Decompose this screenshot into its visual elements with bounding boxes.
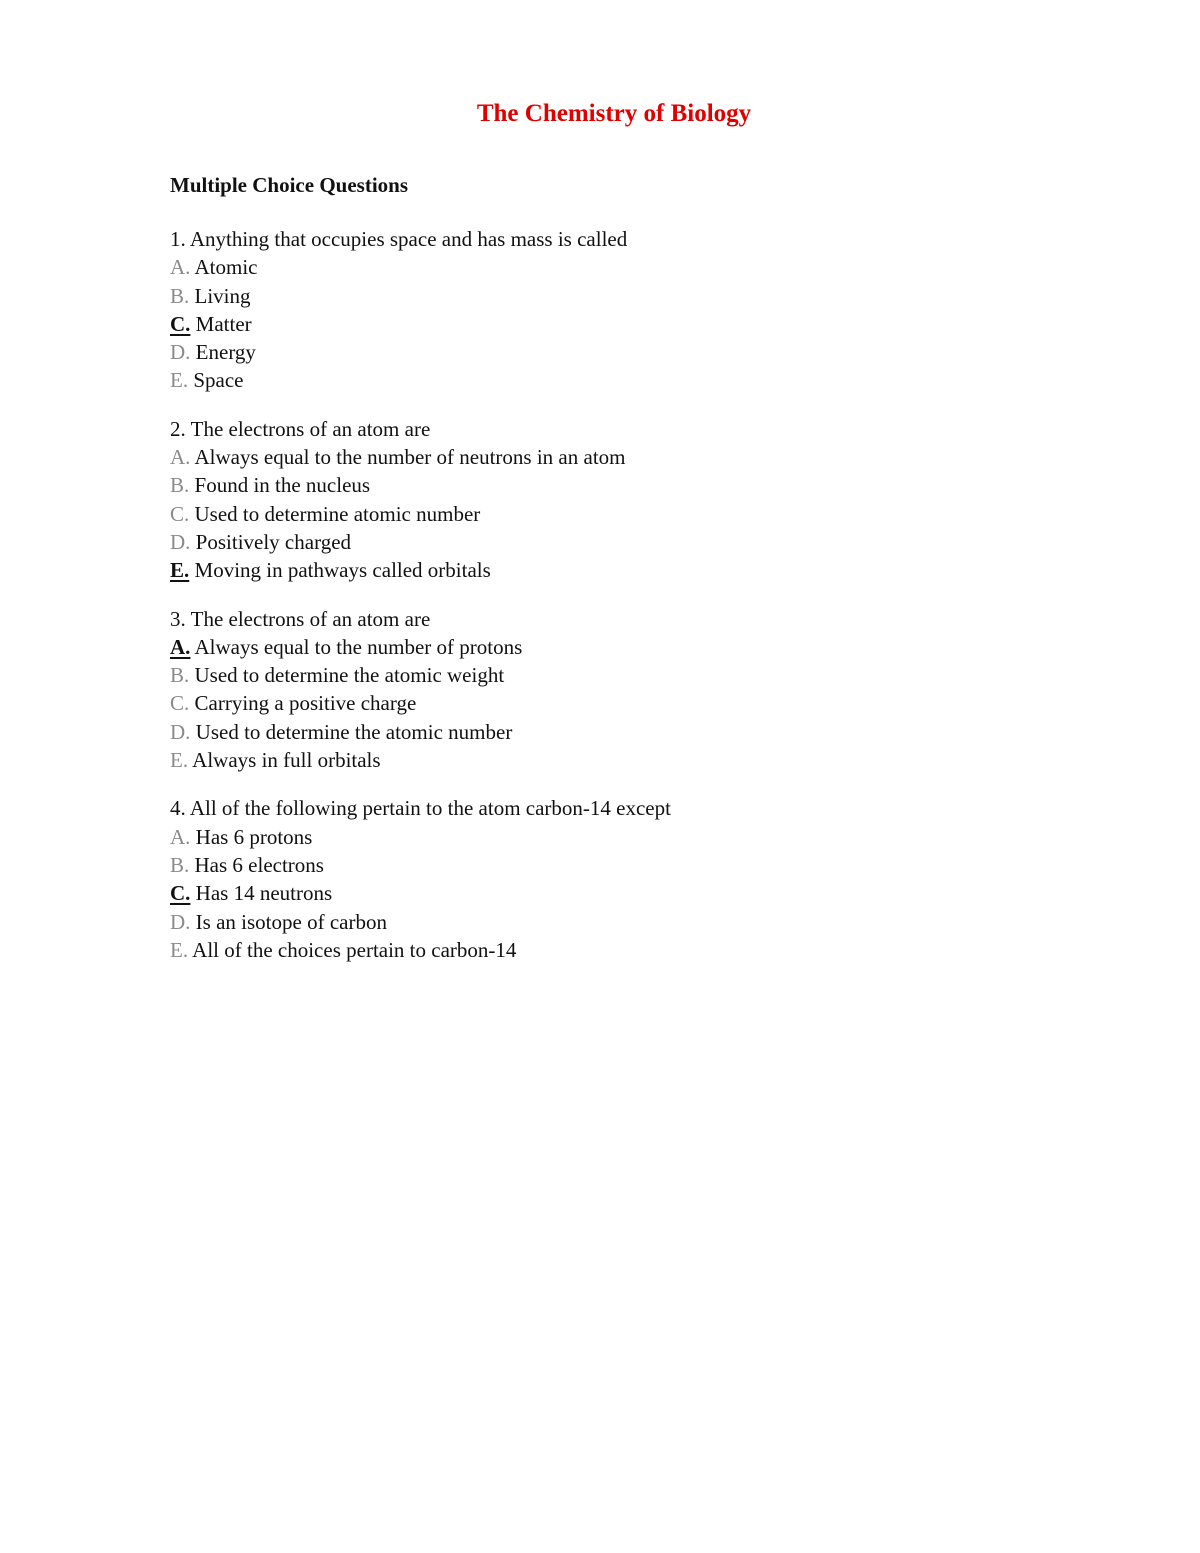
option-text: Living [194,283,251,308]
answer-option [170,689,1070,717]
answer-option [170,500,1070,528]
option-letter: B. [170,473,190,498]
answer-option [170,528,1070,556]
option-text: Positively charged [195,529,352,554]
question-text [170,794,1070,822]
option-letter: E. [170,748,189,773]
correct-answer-letter: C. [170,881,191,906]
answer-option [170,718,1070,746]
option-letter: C. [170,691,190,716]
answer-option [170,936,1070,964]
correct-answer-letter: A. [170,634,191,659]
option-letter: D. [170,340,191,365]
option-letter: E. [170,368,189,393]
question-text [170,415,1070,443]
answer-option [170,556,1070,584]
question-text [170,225,1070,253]
question-number: 2. [170,416,186,441]
option-text: Always equal to the number of protons [194,634,523,659]
option-text: Has 14 neutrons [195,881,333,906]
option-text: Used to determine the atomic weight [194,663,505,688]
answer-option [170,879,1070,907]
option-text: Used to determine atomic number [194,501,481,526]
option-text: Matter [195,311,252,336]
question-2 [170,415,1070,585]
correct-answer-letter: C. [170,311,191,336]
option-text: Atomic [194,255,258,280]
option-letter: A. [170,255,191,280]
document-content [170,169,1070,984]
answer-option [170,366,1070,394]
answer-option [170,338,1070,366]
option-letter: C. [170,501,190,526]
option-letter: A. [170,824,191,849]
question-prompt: Anything that occupies space and has mass is called [189,227,628,251]
answer-option [170,908,1070,936]
option-text: Energy [195,340,256,365]
option-letter: D. [170,529,191,554]
option-text: All of the choices pertain to carbon-14 [192,937,517,962]
option-letter: A. [170,445,191,470]
option-letter: B. [170,852,190,877]
answer-option [170,253,1070,281]
option-text: Has 6 electrons [194,852,324,877]
question-prompt: The electrons of an atom are [190,416,431,441]
option-text: Always in full orbitals [192,748,381,773]
document-title: The Chemistry of Biology [476,100,752,127]
option-text: Moving in pathways called orbitals [194,558,491,583]
question-number: 3. [170,606,186,631]
question-list [170,225,1070,964]
question-number: 4. [170,796,186,821]
answer-option [170,310,1070,338]
option-text: Used to determine the atomic number [195,719,513,744]
answer-option [170,851,1070,879]
question-text [170,605,1070,633]
option-text: Is an isotope of carbon [195,909,387,934]
option-letter: D. [170,719,191,744]
question-number: 1. [170,227,186,251]
option-letter: B. [170,283,190,308]
option-letter: B. [170,663,190,688]
answer-option [170,823,1070,851]
question-4 [170,794,1070,964]
question-3 [170,605,1070,775]
correct-answer-letter: E. [170,558,190,583]
answer-option [170,746,1070,774]
option-letter: D. [170,909,191,934]
answer-option [170,471,1070,499]
section-heading: Multiple Choice Questions [170,173,409,197]
option-text: Carrying a positive charge [194,691,417,716]
option-letter: E. [170,937,189,962]
option-text: Found in the nucleus [194,473,371,498]
question-prompt: All of the following pertain to the atom carbon-14 except [189,796,671,821]
option-text: Always equal to the number of neutrons in an atom [194,445,626,470]
option-text: Has 6 protons [195,824,313,849]
question-1 [170,225,1070,395]
question-prompt: The electrons of an atom are [190,606,431,631]
answer-option [170,443,1070,471]
answer-option [170,661,1070,689]
answer-option [170,282,1070,310]
option-text: Space [193,368,244,393]
answer-option [170,633,1070,661]
